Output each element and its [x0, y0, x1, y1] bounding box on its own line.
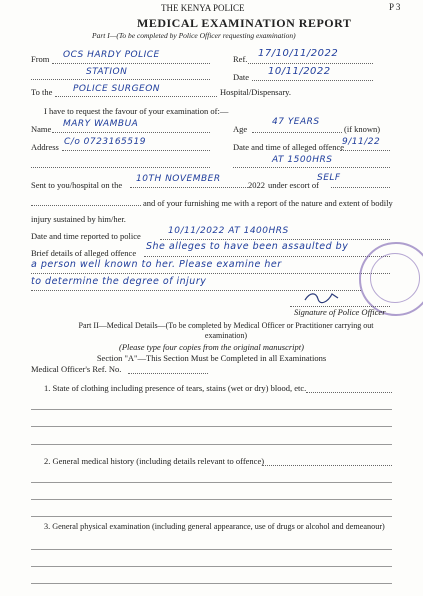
address-value: C/o 0723165519 [64, 137, 146, 147]
escort-value: SELF [317, 173, 341, 183]
alleged-label: Date and time of alleged offence [233, 142, 344, 152]
brief-value-2: a person well known to her. Please examine her [31, 259, 282, 270]
to-value: POLICE SURGEON [73, 84, 161, 94]
brief-label: Brief details of alleged offence [31, 248, 137, 258]
brief-value-3: to determine the degree of injury [31, 276, 207, 287]
alleged-value: 9/11/22 [342, 137, 381, 147]
sent-year: 2022 [248, 180, 265, 190]
request-text: I have to request the favour of your examination of:— [44, 106, 229, 116]
part2-instruction: (Please type four copies from the original manuscript) [118, 342, 304, 352]
from-label: From [31, 54, 50, 64]
to-suffix: Hospital/Dispensary. [220, 87, 291, 97]
from-value: OCS HARDY POLICE [63, 50, 160, 60]
police-station-stamp [359, 242, 423, 316]
section-a-heading: Section "A"—This Section Must be Completed in all Examinations [96, 353, 327, 363]
officer-signature [302, 290, 342, 304]
age-label: Age [233, 124, 248, 134]
to-label: To the [31, 87, 53, 97]
alleged-time: AT 1500HRS [272, 155, 333, 165]
from-value-2: STATION [86, 67, 128, 77]
address-label: Address [31, 142, 59, 152]
report-title: MEDICAL EXAMINATION REPORT [137, 16, 352, 30]
ref-label: Ref. [233, 54, 248, 64]
reported-label: Date and time reported to police [31, 231, 141, 241]
page-mark: P 3 [389, 2, 401, 12]
brief-value-1: She alleges to have been assaulted by [146, 241, 349, 252]
sent-value: 10TH NOVEMBER [136, 174, 221, 184]
age-suffix: (if known) [344, 124, 381, 134]
age-value: 47 YEARS [272, 117, 320, 127]
ref-value: 17/10/11/2022 [258, 48, 339, 59]
item-1-label: 1. State of clothing including presence of tears, stains (wet or dry) blood, etc. [44, 383, 307, 393]
date-value: 10/11/2022 [268, 66, 331, 77]
item-2-label: 2. General medical history (including details relevant to offence) [44, 456, 265, 466]
sent-label: Sent to you/hospital on the [31, 180, 123, 190]
agency-header: THE KENYA POLICE [161, 3, 245, 13]
date-label: Date [233, 72, 250, 82]
signature-label: Signature of Police Officer [294, 307, 386, 317]
item-3-label: 3. General physical examination (including general appearance, use of drugs or alcohol and demeanour) [44, 522, 385, 531]
reported-value: 10/11/2022 AT 1400HRS [168, 226, 289, 236]
escort-label: under escort of [268, 180, 319, 190]
name-value: MARY WAMBUA [63, 119, 139, 129]
name-label: Name [31, 124, 52, 134]
part2-heading: Part II—Medical Details—(To be completed by Medical Officer or Practitioner carrying out examination) [78, 321, 374, 340]
injury-text: injury sustained by him/her. [31, 214, 126, 224]
part1-heading: Part I—(To be completed by Police Officer requesting examination) [92, 31, 296, 40]
mo-ref-label: Medical Officer's Ref. No. [31, 364, 122, 374]
furnish-text: and of your furnishing me with a report of the nature and extent of bodily [143, 198, 393, 208]
